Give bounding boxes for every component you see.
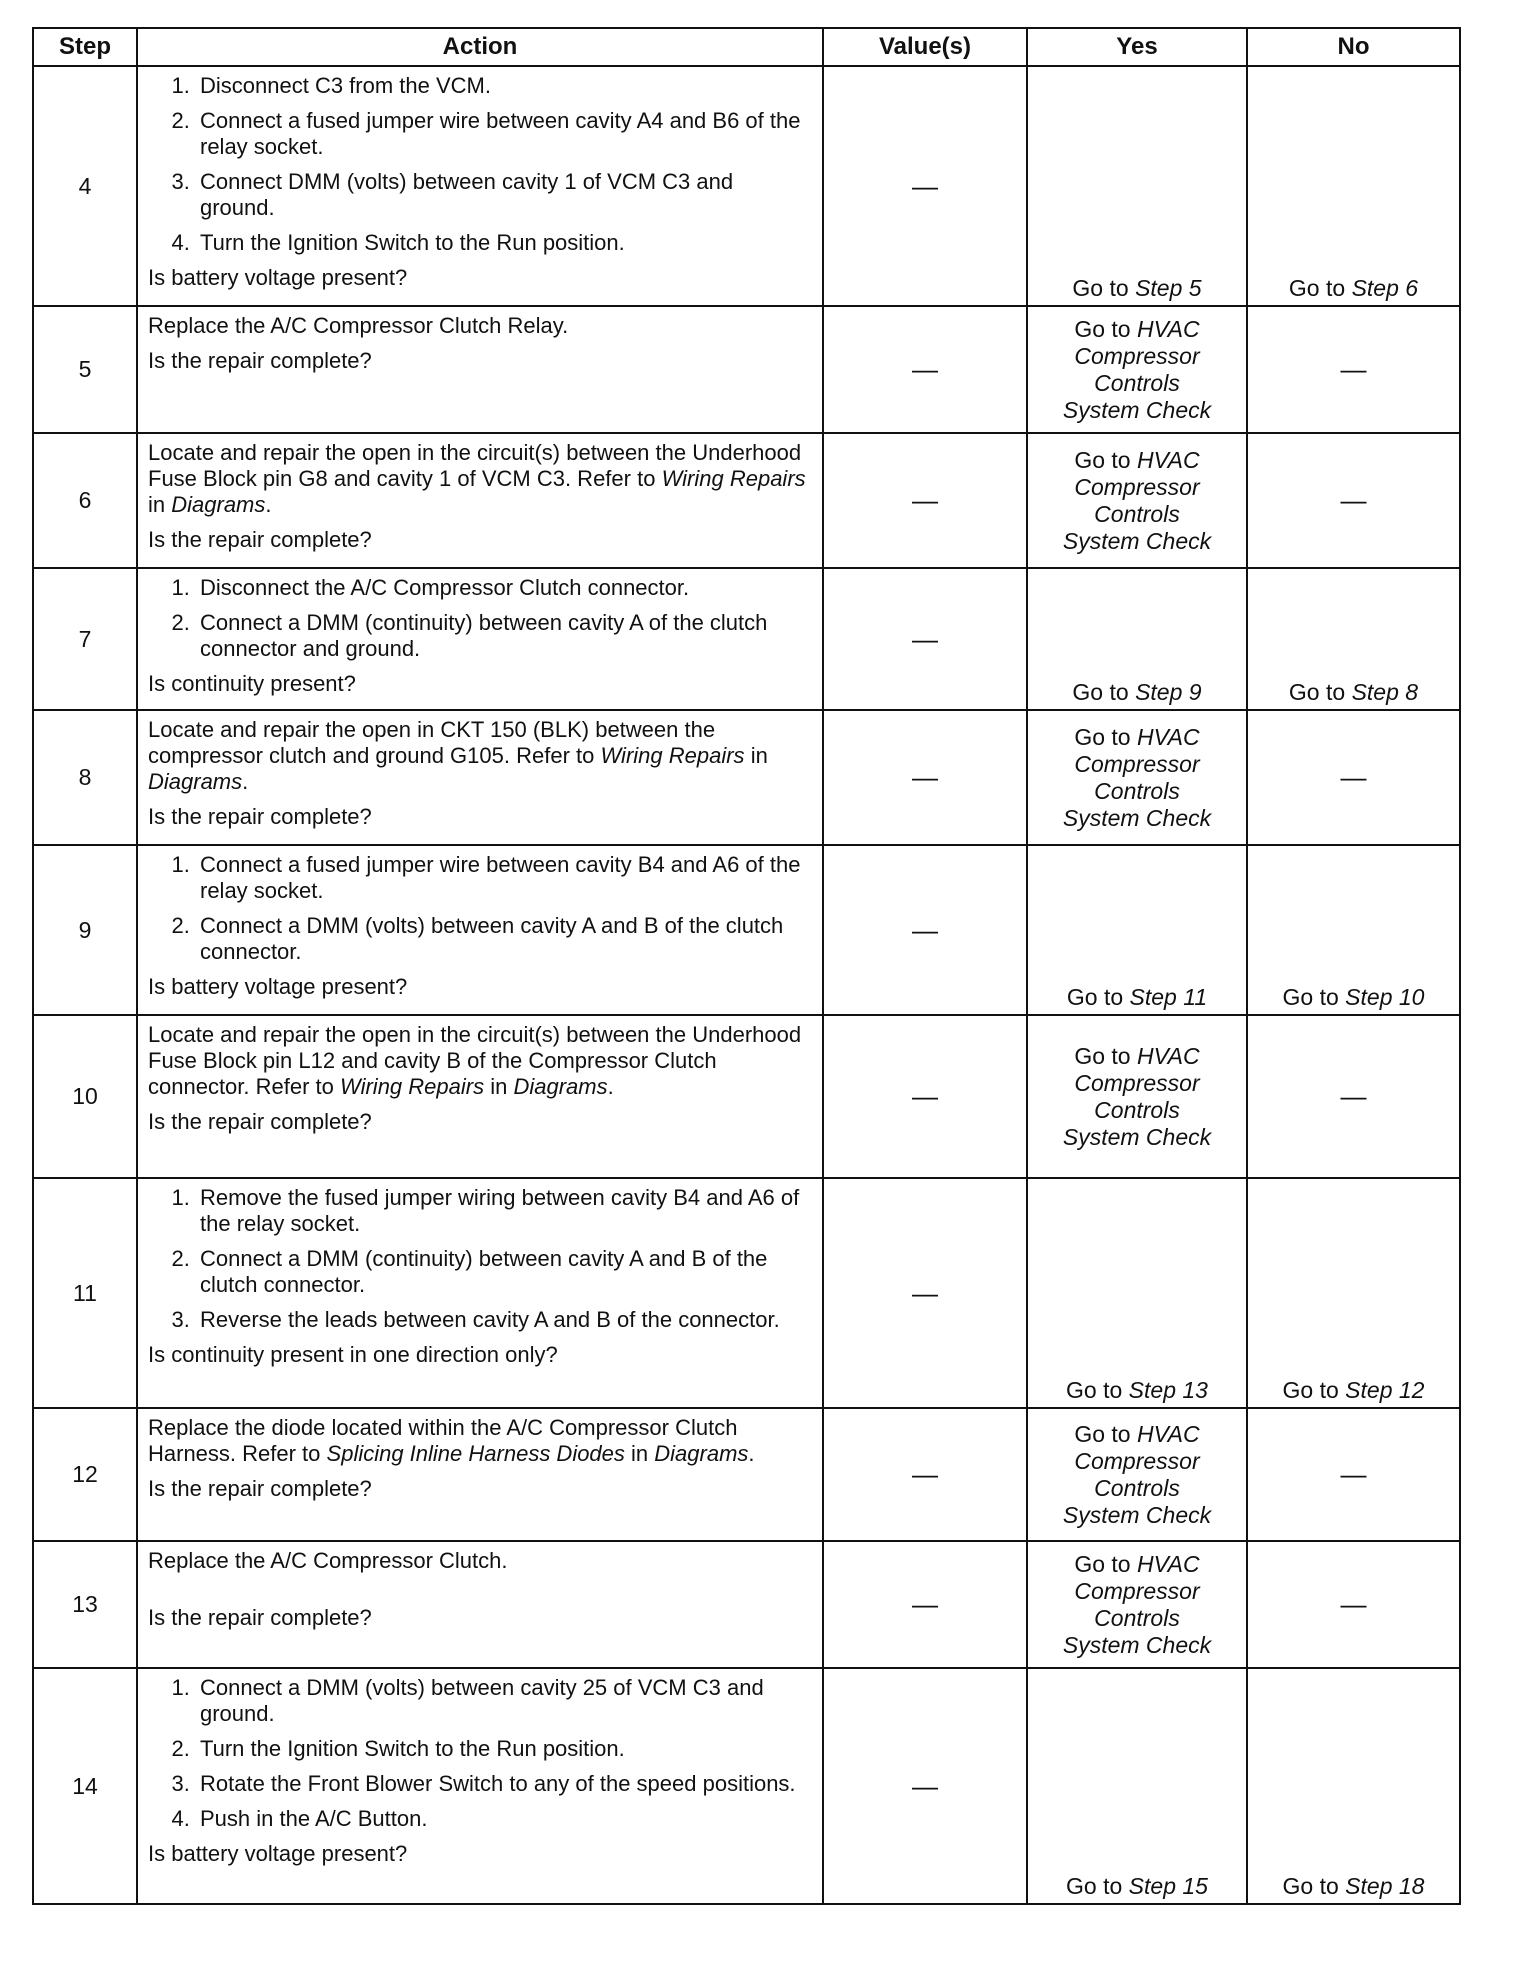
yes-step-link: Step 11 xyxy=(1129,984,1208,1010)
action-question: Is continuity present in one direction only? xyxy=(148,1342,558,1367)
header-yes: Yes xyxy=(1027,28,1247,66)
action-item: 3. Rotate the Front Blower Switch to any of the speed positions. xyxy=(196,1771,812,1797)
action-item: 4. Push in the A/C Button. xyxy=(196,1806,812,1832)
yes-cell: Go to Step 5 xyxy=(1027,66,1247,306)
action-item: 2. Connect a DMM (continuity) between cavity A of the clutch connector and ground. xyxy=(196,610,812,662)
action-text: Locate and repair the open in the circuit(s) between the Underhood Fuse Block pin L12 and cavity B of the Compressor Clutch connector. Refer to Wiring Repairs in Diagrams. xyxy=(148,1022,802,1099)
value-cell: — xyxy=(823,306,1027,433)
action-question: Is the repair complete? xyxy=(148,1109,372,1134)
action-question: Is the repair complete? xyxy=(148,348,372,373)
table-row xyxy=(33,568,1460,710)
action-question: Is battery voltage present? xyxy=(148,1841,408,1866)
value-cell: — xyxy=(823,66,1027,306)
action-question: Is the repair complete? xyxy=(148,804,372,829)
action-question: Is continuity present? xyxy=(148,671,356,696)
diagnostic-table xyxy=(32,27,1461,1905)
table-row xyxy=(33,845,1460,1015)
value-cell: — xyxy=(823,1178,1027,1408)
action-cell xyxy=(137,568,823,710)
action-question: Is the repair complete? xyxy=(148,1476,372,1501)
yes-cell: Go to Step 9 xyxy=(1027,568,1247,710)
no-cell: — xyxy=(1247,1541,1460,1668)
yes-step-link: Step 15 xyxy=(1128,1873,1208,1899)
no-step-link: Step 12 xyxy=(1345,1377,1425,1403)
step-number: 6 xyxy=(33,433,137,568)
step-number: 7 xyxy=(33,568,137,710)
action-cell xyxy=(137,845,823,1015)
header-no: No xyxy=(1247,28,1460,66)
action-text: Replace the A/C Compressor Clutch Relay. xyxy=(148,313,569,338)
value-cell: — xyxy=(823,1408,1027,1541)
no-step-link: Step 8 xyxy=(1351,679,1419,705)
action-item: 1. Disconnect the A/C Compressor Clutch connector. xyxy=(196,575,812,601)
action-cell xyxy=(137,710,823,845)
action-item: 1. Connect a fused jumper wire between cavity B4 and A6 of the relay socket. xyxy=(196,852,812,904)
header-step: Step xyxy=(33,28,137,66)
value-cell: — xyxy=(823,568,1027,710)
action-text: Replace the A/C Compressor Clutch. xyxy=(148,1548,508,1573)
value-cell: — xyxy=(823,433,1027,568)
yes-step-link: Step 9 xyxy=(1135,679,1202,705)
action-text: Locate and repair the open in CKT 150 (BLK) between the compressor clutch and ground G105. Refer to Wiring Repairs in Diagrams. xyxy=(148,717,768,794)
action-cell xyxy=(137,1015,823,1178)
action-item: 4. Turn the Ignition Switch to the Run position. xyxy=(196,230,812,256)
yes-cell: Go to HVAC Compressor Controls System Check xyxy=(1027,710,1247,845)
no-cell: — xyxy=(1247,433,1460,568)
table-row xyxy=(33,1541,1460,1668)
value-cell: — xyxy=(823,845,1027,1015)
no-cell: Go to Step 10 xyxy=(1247,845,1460,1015)
step-number: 13 xyxy=(33,1541,137,1668)
action-item: 1. Remove the fused jumper wiring between cavity B4 and A6 of the relay socket. xyxy=(196,1185,812,1237)
action-item: 2. Turn the Ignition Switch to the Run position. xyxy=(196,1736,812,1762)
action-item: 1. Connect a DMM (volts) between cavity 25 of VCM C3 and ground. xyxy=(196,1675,812,1727)
action-question: Is battery voltage present? xyxy=(148,265,408,290)
action-question: Is battery voltage present? xyxy=(148,974,408,999)
action-cell xyxy=(137,1668,823,1904)
yes-step-link: Step 13 xyxy=(1128,1377,1208,1403)
step-number: 11 xyxy=(33,1178,137,1408)
yes-cell: Go to HVAC Compressor Controls System Check xyxy=(1027,433,1247,568)
value-cell: — xyxy=(823,1015,1027,1178)
table-row xyxy=(33,710,1460,845)
no-step-link: Step 6 xyxy=(1351,275,1419,301)
action-cell xyxy=(137,66,823,306)
action-item: 1. Disconnect C3 from the VCM. xyxy=(196,73,812,99)
no-cell: — xyxy=(1247,1015,1460,1178)
table-row xyxy=(33,306,1460,433)
header-values: Value(s) xyxy=(823,28,1027,66)
value-cell: — xyxy=(823,710,1027,845)
action-cell xyxy=(137,306,823,433)
action-cell xyxy=(137,1178,823,1408)
yes-cell: Go to HVAC Compressor Controls System Check xyxy=(1027,1541,1247,1668)
action-cell xyxy=(137,1541,823,1668)
yes-cell: Go to HVAC Compressor Controls System Check xyxy=(1027,1015,1247,1178)
yes-step-link: Step 5 xyxy=(1135,275,1202,301)
step-number: 9 xyxy=(33,845,137,1015)
action-text: Locate and repair the open in the circuit(s) between the Underhood Fuse Block pin G8 and cavity 1 of VCM C3. Refer to Wiring Repairs in Diagrams. xyxy=(148,440,806,517)
no-cell: Go to Step 18 xyxy=(1247,1668,1460,1904)
step-number: 4 xyxy=(33,66,137,306)
yes-cell: Go to HVAC Compressor Controls System Check xyxy=(1027,306,1247,433)
action-question: Is the repair complete? xyxy=(148,1605,372,1630)
action-question: Is the repair complete? xyxy=(148,527,372,552)
no-cell: Go to Step 12 xyxy=(1247,1178,1460,1408)
action-item: 2. Connect a DMM (volts) between cavity A and B of the clutch connector. xyxy=(196,913,812,965)
yes-cell: Go to Step 15 xyxy=(1027,1668,1247,1904)
table-row xyxy=(33,1408,1460,1541)
step-number: 12 xyxy=(33,1408,137,1541)
table-row xyxy=(33,1015,1460,1178)
table-header-row xyxy=(33,28,1460,66)
no-cell: Go to Step 8 xyxy=(1247,568,1460,710)
no-cell: — xyxy=(1247,710,1460,845)
table-row xyxy=(33,66,1460,306)
step-number: 8 xyxy=(33,710,137,845)
action-text: Replace the diode located within the A/C Compressor Clutch Harness. Refer to Splicing Inline Harness Diodes in Diagrams. xyxy=(148,1415,755,1466)
table-row xyxy=(33,1668,1460,1904)
action-cell xyxy=(137,1408,823,1541)
action-cell xyxy=(137,433,823,568)
no-cell: — xyxy=(1247,1408,1460,1541)
step-number: 14 xyxy=(33,1668,137,1904)
no-step-link: Step 10 xyxy=(1345,984,1425,1010)
no-cell: — xyxy=(1247,306,1460,433)
action-item: 2. Connect a fused jumper wire between cavity A4 and B6 of the relay socket. xyxy=(196,108,812,160)
action-item: 3. Reverse the leads between cavity A and B of the connector. xyxy=(196,1307,812,1333)
value-cell: — xyxy=(823,1541,1027,1668)
step-number: 5 xyxy=(33,306,137,433)
yes-cell: Go to Step 11 xyxy=(1027,845,1247,1015)
header-action: Action xyxy=(137,28,823,66)
no-cell: Go to Step 6 xyxy=(1247,66,1460,306)
table-row xyxy=(33,1178,1460,1408)
step-number: 10 xyxy=(33,1015,137,1178)
yes-cell: Go to Step 13 xyxy=(1027,1178,1247,1408)
action-item: 3. Connect DMM (volts) between cavity 1 of VCM C3 and ground. xyxy=(196,169,812,221)
yes-cell: Go to HVAC Compressor Controls System Check xyxy=(1027,1408,1247,1541)
no-step-link: Step 18 xyxy=(1345,1873,1425,1899)
table-row xyxy=(33,433,1460,568)
action-item: 2. Connect a DMM (continuity) between cavity A and B of the clutch connector. xyxy=(196,1246,812,1298)
value-cell: — xyxy=(823,1668,1027,1904)
